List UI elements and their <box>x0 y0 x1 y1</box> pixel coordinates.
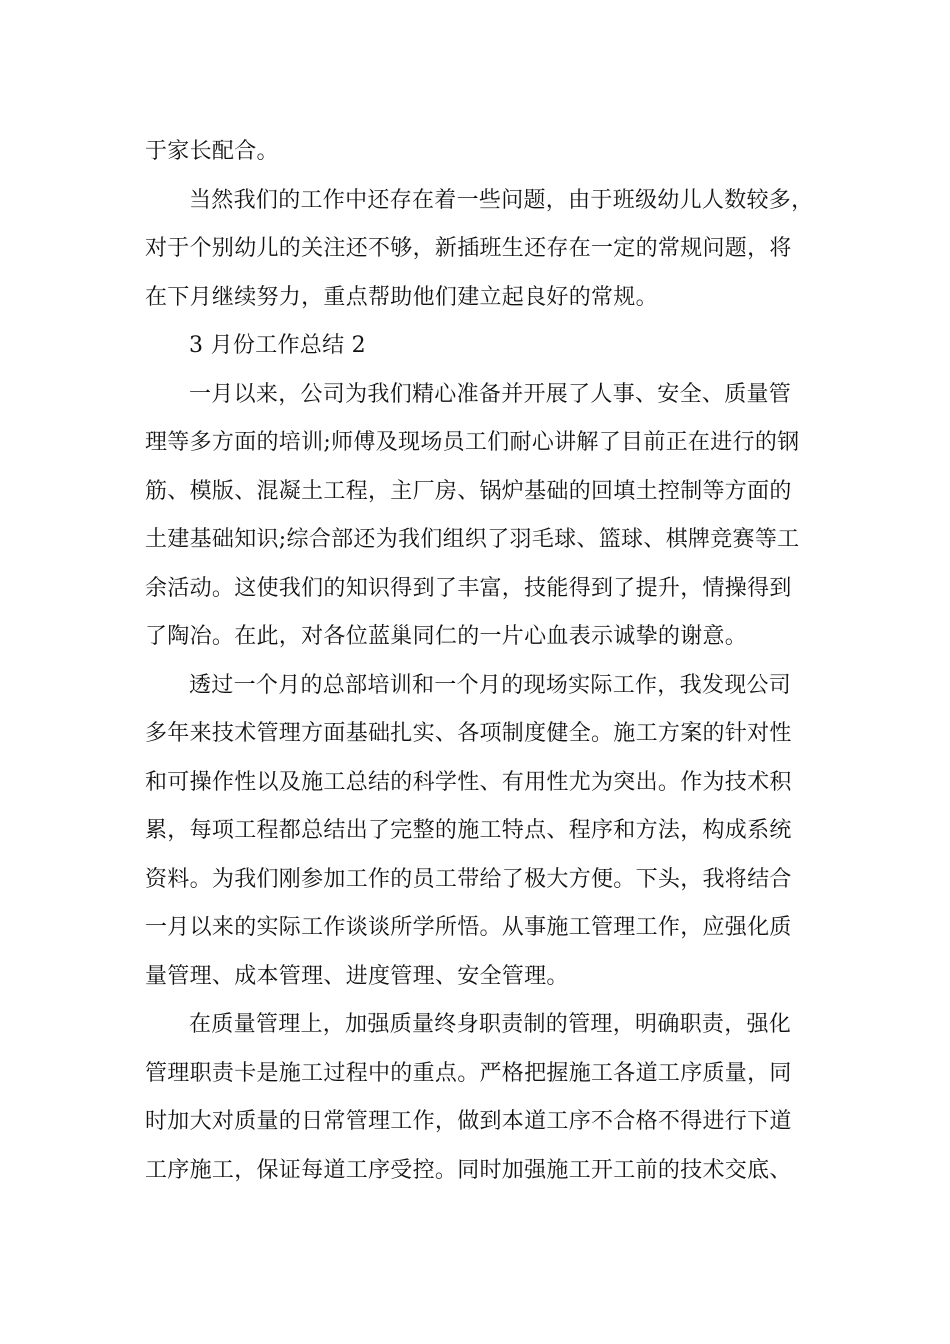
text-line: 理等多方面的培训;师傅及现场员工们耐心讲解了目前正在进行的钢 <box>145 430 800 455</box>
text-line: 管理职责卡是施工过程中的重点。严格把握施工各道工序质量，同 <box>145 1060 792 1086</box>
text-line: 余活动。这使我们的知识得到了丰富，技能得到了提升，情操得到 <box>145 575 792 601</box>
text-line: 量管理、成本管理、进度管理、安全管理。 <box>145 963 569 989</box>
text-line: 累，每项工程都总结出了完整的施工特点、程序和方法，构成系统 <box>145 818 792 843</box>
document-body <box>145 128 814 1195</box>
text-line: 一月以来的实际工作谈谈所学所悟。从事施工管理工作，应强化质 <box>145 915 792 940</box>
text-line: 在下月继续努力，重点帮助他们建立起良好的常规。 <box>145 284 658 310</box>
text-line: 在质量管理上，加强质量终身职责制的管理，明确职责，强化 <box>189 1012 792 1037</box>
text-line: 和可操作性以及施工总结的科学性、有用性尤为突出。作为技术积 <box>145 769 792 795</box>
text-line: 当然我们的工作中还存在着一些问题，由于班级幼儿人数较多， <box>189 187 814 213</box>
text-line: 资料。为我们刚参加工作的员工带给了极大方便。下头，我将结合 <box>145 866 792 892</box>
text-line: 时加大对质量的日常管理工作，做到本道工序不合格不得进行下道 <box>145 1109 792 1134</box>
section-heading: 3 月份工作总结 2 <box>189 333 366 358</box>
text-line: 于家长配合。 <box>145 139 279 164</box>
text-line: 透过一个月的总部培训和一个月的现场实际工作，我发现公司 <box>189 672 792 698</box>
text-line: 筋、模版、混凝土工程，主厂房、锅炉基础的回填土控制等方面的 <box>145 478 792 504</box>
text-line: 工序施工，保证每道工序受控。同时加强施工开工前的技术交底、 <box>145 1157 792 1183</box>
text-line: 土建基础知识;综合部还为我们组织了羽毛球、篮球、棋牌竞赛等工 <box>145 527 800 552</box>
text-line: 了陶冶。在此，对各位蓝巢同仁的一片心血表示诚挚的谢意。 <box>145 624 748 649</box>
text-line: 多年来技术管理方面基础扎实、各项制度健全。施工方案的针对性 <box>145 721 792 746</box>
text-line: 一月以来，公司为我们精心准备并开展了人事、安全、质量管 <box>189 381 792 407</box>
text-line: 对于个别幼儿的关注还不够，新插班生还存在一定的常规问题，将 <box>145 236 792 261</box>
